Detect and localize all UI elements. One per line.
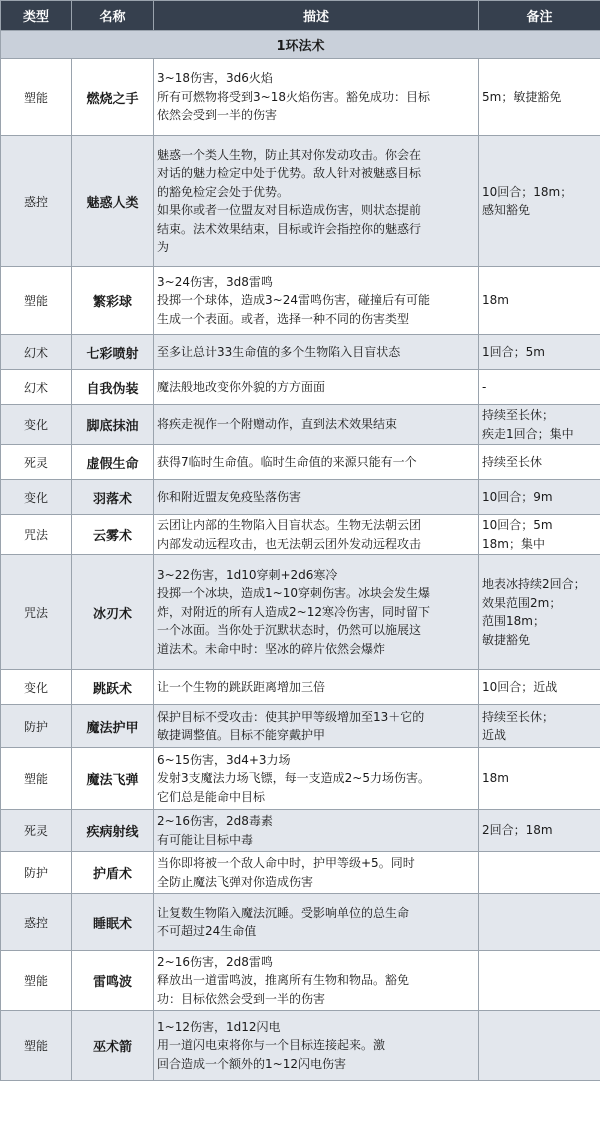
description-line: 魅惑一个类人生物，防止其对你发动攻击。你会在 (157, 147, 422, 162)
table-row (1, 335, 600, 370)
spell-school: 变化 (1, 670, 72, 705)
spell-school: 惑控 (1, 136, 72, 267)
note-line: - (482, 379, 487, 394)
table-row (1, 1011, 600, 1081)
header-note: 备注 (479, 1, 600, 31)
description-line: 让复数生物陷入魔法沉睡。受影响单位的总生命 (157, 905, 410, 920)
spell-school: 塑能 (1, 267, 72, 335)
spell-note (479, 335, 600, 370)
description-line: 获得7临时生命值。临时生命值的来源只能有一个 (157, 454, 417, 469)
spell-name: 羽落术 (72, 480, 154, 515)
spell-description (154, 405, 479, 445)
description-line: 至多让总计33生命值的多个生物陷入目盲状态 (157, 344, 401, 359)
note-line: 范围18m； (482, 614, 545, 628)
spell-name: 魅惑人类 (72, 136, 154, 267)
description-line: 全防止魔法飞弹对你造成伤害 (157, 874, 314, 889)
spell-school: 幻术 (1, 335, 72, 370)
spell-note (479, 852, 600, 894)
description-line: 将疾走视作一个附赠动作，直到法术效果结束 (157, 417, 398, 432)
spell-name: 七彩喷射 (72, 335, 154, 370)
note-line: 18m；集中 (482, 536, 545, 551)
description-line: 释放出一道雷鸣波，推离所有生物和物品。豁免 (157, 973, 410, 988)
spell-note (479, 748, 600, 810)
description-line: 3~18伤害，3d6火焰 (157, 71, 273, 86)
spell-school: 咒法 (1, 555, 72, 670)
spell-school: 变化 (1, 405, 72, 445)
spell-note (479, 951, 600, 1011)
table-row (1, 136, 600, 267)
spell-note (479, 480, 600, 515)
spell-description (154, 1011, 479, 1081)
spell-description (154, 894, 479, 951)
description-line: 1~12伤害，1d12闪电 (157, 1019, 281, 1034)
header-type: 类型 (1, 1, 72, 31)
note-line: 持续至长休 (482, 454, 543, 469)
header-name: 名称 (72, 1, 154, 31)
spell-note (479, 445, 600, 480)
section-row (1, 31, 600, 59)
spell-name: 雷鸣波 (72, 951, 154, 1011)
spell-school: 塑能 (1, 748, 72, 810)
description-line: 投掷一个冰块，造成1~10穿刺伤害。冰块会发生爆 (157, 586, 430, 601)
description-line: 一个冰面。当你处于沉默状态时，仍然可以施展这 (157, 623, 422, 638)
spell-school: 惑控 (1, 894, 72, 951)
description-line: 生成一个表面。或者，选择一种不同的伤害类型 (157, 311, 410, 326)
spell-school: 防护 (1, 852, 72, 894)
description-line: 魔法般地改变你外貌的方方面面 (157, 379, 326, 394)
note-line: 2回合；18m (482, 823, 553, 838)
spell-school: 防护 (1, 705, 72, 748)
description-line: 不可超过24生命值 (157, 924, 257, 938)
spell-name: 虚假生命 (72, 445, 154, 480)
description-line: 所有可燃物将受到3~18火焰伤害。豁免成功：目标 (157, 89, 430, 104)
spell-name: 云雾术 (72, 515, 154, 555)
spell-name: 睡眠术 (72, 894, 154, 951)
note-line: 地表冰持续2回合； (482, 577, 586, 591)
table-row (1, 705, 600, 748)
note-line: 疾走1回合；集中 (482, 426, 574, 441)
note-line: 近战 (482, 728, 507, 742)
description-line: 你和附近盟友免疫坠落伤害 (157, 489, 302, 504)
spell-school: 死灵 (1, 445, 72, 480)
spell-note (479, 555, 600, 670)
spell-description (154, 555, 479, 670)
spell-note (479, 59, 600, 136)
description-line: 的豁免检定会处于优势。 (157, 184, 290, 199)
description-line: 2~16伤害，2d8雷鸣 (157, 954, 273, 969)
spell-description (154, 445, 479, 480)
description-line: 3~24伤害，3d8雷鸣 (157, 274, 273, 289)
description-line: 有可能让目标中毒 (157, 832, 254, 847)
description-line: 发射3支魔法力场飞镖，每一支造成2~5力场伤害。 (157, 771, 430, 786)
note-line: 效果范围2m； (482, 595, 562, 610)
header-description: 描述 (154, 1, 479, 31)
spell-description (154, 810, 479, 852)
description-line: 它们总是能命中目标 (157, 789, 266, 804)
spell-name: 燃烧之手 (72, 59, 154, 136)
spell-description (154, 670, 479, 705)
note-line: 持续至长休； (482, 709, 555, 724)
table-row (1, 670, 600, 705)
spell-note (479, 705, 600, 748)
table-row (1, 445, 600, 480)
description-line: 云团让内部的生物陷入目盲状态。生物无法朝云团 (157, 518, 422, 532)
table-row (1, 555, 600, 670)
note-line: 5m；敏捷豁免 (482, 89, 562, 104)
table-row (1, 405, 600, 445)
note-line: 10回合；9m (482, 489, 553, 504)
spell-description (154, 852, 479, 894)
spell-school: 塑能 (1, 1011, 72, 1081)
table-row (1, 894, 600, 951)
note-line: 18m (482, 771, 509, 786)
spell-description (154, 951, 479, 1011)
table-row (1, 852, 600, 894)
spell-description (154, 480, 479, 515)
note-line: 1回合；5m (482, 344, 545, 359)
spell-school: 咒法 (1, 515, 72, 555)
spell-description (154, 705, 479, 748)
note-line: 18m (482, 293, 509, 308)
section-title: 1环法术 (1, 31, 600, 59)
description-line: 保护目标不受攻击：使其护甲等级增加至13＋它的 (157, 709, 425, 724)
spell-note (479, 136, 600, 267)
spell-school: 塑能 (1, 59, 72, 136)
table-row (1, 370, 600, 405)
description-line: 内部发动远程攻击，也无法朝云团外发动远程攻击 (157, 536, 422, 551)
table-row (1, 515, 600, 555)
spell-note (479, 405, 600, 445)
spell-table-body (1, 31, 600, 1081)
spell-description (154, 370, 479, 405)
spell-note (479, 370, 600, 405)
description-line: 3~22伤害，1d10穿刺+2d6寒冷 (157, 567, 338, 582)
description-line: 6~15伤害，3d4+3力场 (157, 752, 291, 767)
spell-name: 自我伪装 (72, 370, 154, 405)
note-line: 感知豁免 (482, 203, 531, 217)
spell-description (154, 136, 479, 267)
spell-name: 冰刃术 (72, 555, 154, 670)
spell-name: 疾病射线 (72, 810, 154, 852)
spell-school: 塑能 (1, 951, 72, 1011)
spell-name: 脚底抹油 (72, 405, 154, 445)
spell-note (479, 515, 600, 555)
note-line: 10回合；5m (482, 518, 553, 532)
spell-description (154, 748, 479, 810)
spell-note (479, 1011, 600, 1081)
description-line: 如果你或者一位盟友对目标造成伤害，则状态提前 (157, 203, 422, 217)
table-row (1, 59, 600, 136)
spell-school: 变化 (1, 480, 72, 515)
header-row (1, 1, 600, 31)
spell-name: 巫术箭 (72, 1011, 154, 1081)
table-row (1, 810, 600, 852)
spell-description (154, 59, 479, 136)
description-line: 敏捷调整值。目标不能穿戴护甲 (157, 728, 326, 742)
table-row (1, 480, 600, 515)
spell-school: 死灵 (1, 810, 72, 852)
spell-note (479, 670, 600, 705)
table-row (1, 951, 600, 1011)
spell-name: 跳跃术 (72, 670, 154, 705)
table-row (1, 267, 600, 335)
spell-name: 魔法飞弹 (72, 748, 154, 810)
spell-description (154, 335, 479, 370)
spell-name: 繁彩球 (72, 267, 154, 335)
description-line: 结束。法术效果结束，目标或许会指控你的魅惑行 (157, 221, 422, 236)
spell-note (479, 267, 600, 335)
description-line: 对话的魅力检定中处于优势。敌人针对被魅惑目标 (157, 166, 422, 180)
description-line: 回合造成一个额外的1~12闪电伤害 (157, 1056, 346, 1071)
spell-school: 幻术 (1, 370, 72, 405)
spell-name: 魔法护甲 (72, 705, 154, 748)
note-line: 10回合；近战 (482, 679, 558, 694)
spell-note (479, 810, 600, 852)
description-line: 2~16伤害，2d8毒素 (157, 814, 273, 828)
description-line: 功：目标依然会受到一半的伤害 (157, 991, 326, 1006)
spell-description (154, 515, 479, 555)
note-line: 持续至长休； (482, 408, 555, 422)
description-line: 为 (157, 240, 170, 254)
description-line: 炸，对附近的所有人造成2~12寒冷伤害，同时留下 (157, 604, 430, 619)
spell-description (154, 267, 479, 335)
spell-note (479, 894, 600, 951)
spell-name: 护盾术 (72, 852, 154, 894)
note-line: 10回合；18m； (482, 184, 573, 199)
description-line: 投掷一个球体，造成3~24雷鸣伤害，碰撞后有可能 (157, 293, 430, 308)
description-line: 用一道闪电束将你与一个目标连接起来。激 (157, 1038, 386, 1053)
table-row (1, 748, 600, 810)
note-line: 敏捷豁免 (482, 632, 531, 647)
description-line: 依然会受到一半的伤害 (157, 108, 278, 123)
description-line: 让一个生物的跳跃距离增加三倍 (157, 679, 326, 694)
description-line: 当你即将被一个敌人命中时，护甲等级+5。同时 (157, 856, 415, 870)
description-line: 道法术。未命中时：坚冰的碎片依然会爆炸 (157, 641, 386, 656)
